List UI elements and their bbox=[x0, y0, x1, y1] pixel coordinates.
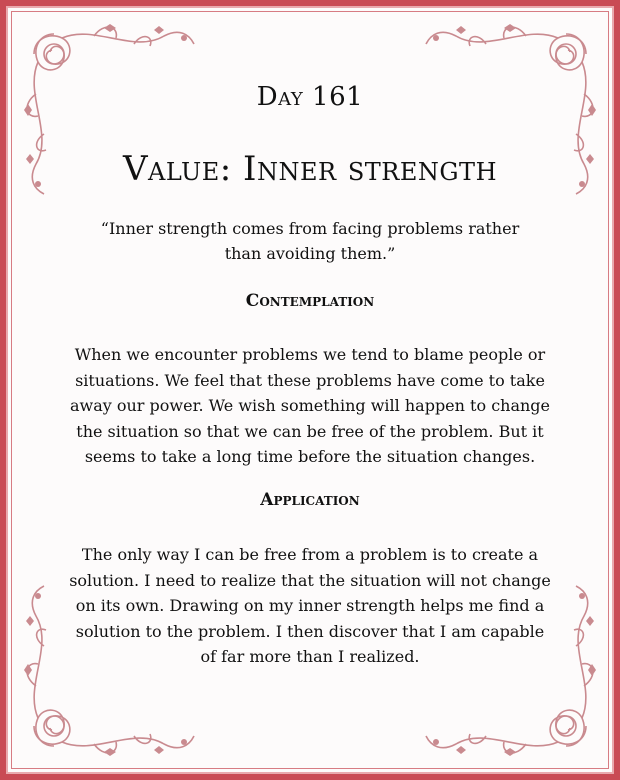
application-text: The only way I can be free from a problem is to create a solution. I need to realize that the situation will not change on its own. Drawing on my inner strength helps me find a solution to the problem. I then discover that I am capable of far more than I realized. bbox=[69, 545, 551, 666]
application-heading: Application bbox=[260, 490, 360, 510]
contemplation-heading: Contemplation bbox=[245, 291, 375, 311]
day-label: Day 161 bbox=[256, 82, 364, 112]
value-title: Value: Inner strength bbox=[123, 149, 497, 189]
card-content bbox=[66, 6, 554, 774]
quote-text: “Inner strength comes from facing problems rather than avoiding them.” bbox=[100, 219, 520, 263]
contemplation-text: When we encounter problems we tend to blame people or situations. We feel that these problems have come to take away our power. We wish something will happen to change the situation so that we can be free of the problem. But it seems to take a long time before the situation changes. bbox=[69, 345, 551, 466]
